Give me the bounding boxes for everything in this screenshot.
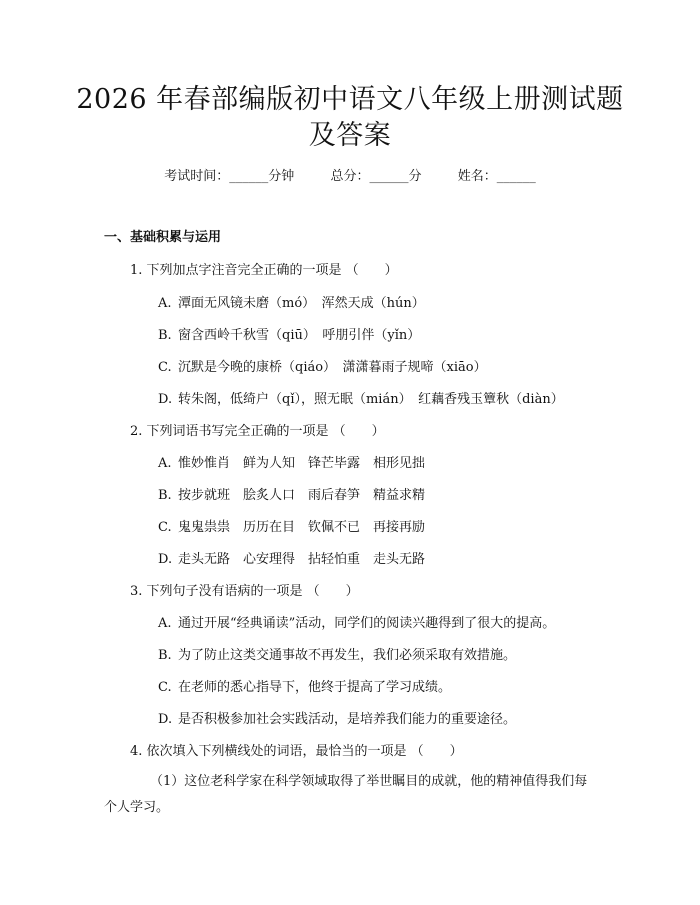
option-label: D. <box>158 392 173 407</box>
option-label: C. <box>158 520 172 535</box>
question-3-stem: 3. 下列句子没有语病的一项是 （ ） <box>130 584 359 599</box>
option-label: B. <box>158 328 172 343</box>
option-text: 为了防止这类交通事故不再发生，我们必须采取有效措施。 <box>178 648 517 663</box>
option-label: A. <box>158 296 172 311</box>
option-text: 通过开展“经典诵读”活动，同学们的阅读兴趣得到了很大的提高。 <box>178 616 556 631</box>
option-text: 转朱阁，低绮户（qǐ），照无眠（mián） 红藕香残玉簟秋（diàn） <box>178 392 564 407</box>
option-text: 窗含西岭千秋雪（qiū） 呼朋引伴（yǐn） <box>178 328 421 343</box>
section-title: 一、基础积累与运用 <box>104 230 222 245</box>
option-label: C. <box>158 360 172 375</box>
question-2-option-d <box>158 551 425 569</box>
question-3-option-a <box>158 615 555 633</box>
option-label: D. <box>158 552 173 567</box>
exam-time: 考试时间：______分钟 <box>164 169 295 184</box>
option-text: 沉默是今晚的康桥（qiáo） 潇潇暮雨子规啼（xiāo） <box>178 360 487 375</box>
question-1-stem: 1. 下列加点字注音完全正确的一项是 （ ） <box>130 263 398 278</box>
question-2-option-c <box>158 519 425 537</box>
question-2-option-a <box>158 455 425 473</box>
option-label: B. <box>158 648 172 663</box>
option-text: 走头无路 心安理得 拈轻怕重 走头无路 <box>178 552 426 567</box>
option-label: C. <box>158 680 172 695</box>
exam-name: 姓名：______ <box>457 169 536 184</box>
option-label: A. <box>158 616 172 631</box>
page-title-line1: 2026 年春部编版初中语文八年级上册测试题 <box>76 84 624 115</box>
option-text: 惟妙惟肖 鲜为人知 锋芒毕露 相形见拙 <box>178 456 426 471</box>
question-1-option-a <box>158 295 425 313</box>
question-4-sub-1: （1）这位老科学家在科学领域取得了举世瞩目的成就，他的精神值得我们每个人学习。 <box>104 774 588 815</box>
question-3-option-c <box>158 679 451 697</box>
option-text: 按步就班 脍炙人口 雨后春笋 精益求精 <box>178 488 426 503</box>
exam-meta <box>0 168 700 186</box>
page-title-line2: 及答案 <box>308 120 392 151</box>
option-text: 是否积极参加社会实践活动，是培养我们能力的重要途径。 <box>178 712 517 727</box>
question-1-option-d <box>158 391 564 409</box>
question-3-option-d <box>158 711 516 729</box>
option-label: B. <box>158 488 172 503</box>
option-text: 鬼鬼祟祟 历历在目 钦佩不已 再接再励 <box>178 520 426 535</box>
question-2-stem: 2. 下列词语书写完全正确的一项是 （ ） <box>130 424 385 439</box>
question-1-option-c <box>158 359 487 377</box>
question-3-option-b <box>158 647 516 665</box>
question-2-option-b <box>158 487 425 505</box>
option-label: A. <box>158 456 172 471</box>
option-label: D. <box>158 712 173 727</box>
option-text: 在老师的悉心指导下，他终于提高了学习成绩。 <box>178 680 452 695</box>
question-1-option-b <box>158 327 420 345</box>
question-4-stem: 4. 依次填入下列横线处的词语，最恰当的一项是 （ ） <box>130 744 463 759</box>
exam-score: 总分：______分 <box>330 169 422 184</box>
option-text: 潭面无风镜未磨（mó） 浑然天成（hún） <box>178 296 425 311</box>
